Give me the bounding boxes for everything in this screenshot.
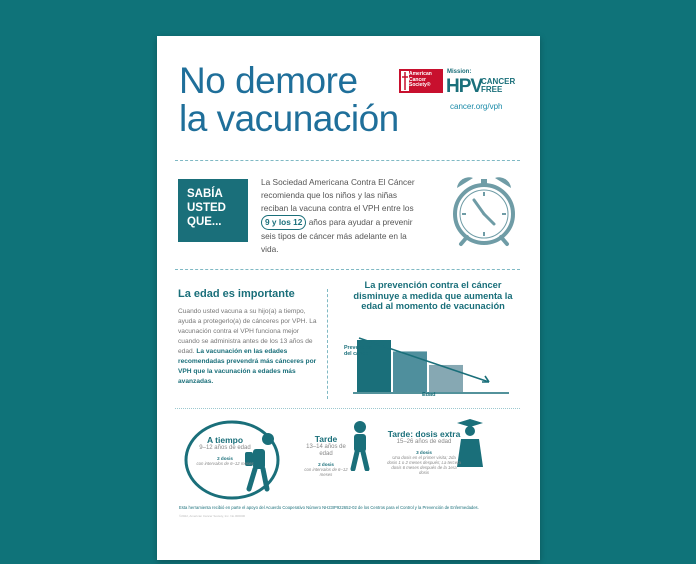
age-range-highlight: 9 y los 12 (261, 215, 306, 230)
stage-late: Tarde 13–14 años de edad 2 dosis con intervalos de 6–12 meses (304, 434, 348, 477)
infographic-page (157, 36, 540, 560)
column-divider (327, 289, 328, 399)
chart-y-axis-label: Prevención del cáncer (344, 345, 373, 357)
footer-note: Esta herramienta recibió en parte el apoyo del Acuerdo Cooperativo Número NH23IP922652-02 de los Centros para el Control y la Prevención de Enfermedades. (179, 505, 479, 510)
chart-x-axis-label: Edad (422, 392, 436, 398)
late-figure-icon (347, 421, 371, 471)
did-you-know-text: La Sociedad Americana Contra El Cáncer recomienda que los niños y las niñas reciban la vacuna contra el VPH entre los 9 y los 12 años para ayudar a prevenir seis tipos de cáncer más adelante en la vida. (261, 177, 415, 254)
website-link[interactable]: cancer.org/vph (450, 102, 503, 111)
chart-bar (393, 351, 427, 392)
acs-logo-text: American Cancer Society® (409, 71, 432, 88)
footer-copyright: ©2022, American Cancer Society, Inc. No.000000 (179, 514, 246, 518)
stage-late-extra: Tarde: dosis extra 15–26 años de edad 3 dosis Una dosis en el primer visita; 2da dosis 1 o 2 meses después; La tercera dosis 6 meses después de la 1era dosis (387, 429, 461, 475)
stage-on-time: A tiempo 9–12 años de edad 2 dosis con intervalos de 6–12 meses (196, 435, 254, 466)
section-divider (175, 160, 520, 161)
chart-bar (429, 365, 463, 392)
page-title: No demore la vacunación (179, 60, 399, 139)
did-you-know-label: SABÍA USTED QUE... (178, 179, 248, 242)
cancer-free-label: CANCER FREE (481, 77, 516, 94)
age-matters-body: Cuando usted vacuna a su hijo(a) a tiempo, ayuda a protegerlo(a) de cánceres por VPH. La vacunación contra el VPH funciona mejor cuando se administra antes de los 13 años de edad. La vacunación en las edades recomendadas prevendrá más cánceres por VPH que la vacunación a edades más avanzadas. (178, 308, 317, 385)
alarm-clock-icon (447, 170, 521, 250)
hpv-mission-label: Mission: (447, 69, 472, 75)
hpv-logo-text: HPV (446, 76, 483, 97)
section-divider (175, 408, 520, 409)
section-divider (175, 269, 520, 270)
chart-title: La prevención contra el cáncer disminuye a medida que aumenta la edad al momento de vacunación (353, 280, 513, 311)
age-matters-heading: La edad es importante (178, 288, 295, 300)
